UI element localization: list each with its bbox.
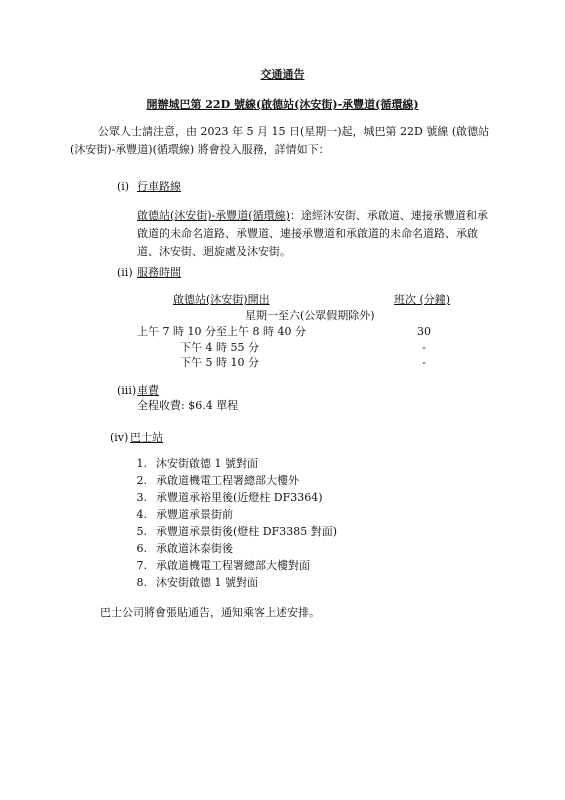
stop-name: 沐安街啟德 1 號對面	[156, 457, 258, 470]
hours-row-time: 上午 7 時 10 分至上午 8 時 40 分	[137, 325, 306, 338]
stop-name: 承啟道機電工程署總部大樓對面	[156, 559, 310, 572]
stop-name: 沐安街啟德 1 號對面	[156, 576, 258, 589]
section-fare-number: (iii)	[117, 384, 137, 397]
hours-day-type: 星期一至六(公眾假期除外)	[245, 309, 375, 322]
closing-text: 巴士公司將會張貼通告，通知乘客上述安排。	[100, 606, 320, 619]
route-name: 啟德站(沐安街)-承豐道(循環線)	[137, 209, 290, 222]
route-description	[137, 207, 497, 261]
section-stops-heading: 巴士站	[130, 431, 163, 444]
stop-number: 2.	[136, 474, 147, 487]
section-fare-heading: 車費	[137, 384, 159, 397]
section-stops-number: (iv)	[110, 431, 129, 444]
stop-name: 承豐道承裕里後(近燈柱 DF3364)	[156, 491, 323, 504]
notice-subtitle: 開辦城巴第 22D 號線(啟德站(沐安街)-承豐道(循環線)	[146, 98, 419, 111]
route-description-text: ：途經沐安街、承啟道、連接承豐道和承啟道的未命名道路、承豐道、連接承豐道和承啟道的未命名道路、承啟道、沐安街、迴旋處及沐安街。	[137, 209, 488, 258]
stop-number: 7.	[136, 559, 147, 572]
stop-number: 8.	[136, 576, 147, 589]
section-route-number: (i)	[117, 180, 130, 193]
hours-row-frequency: 30	[417, 325, 431, 338]
stop-number: 6.	[136, 542, 147, 555]
hours-departure-header: 啟德站(沐安街)開出	[173, 293, 270, 306]
section-hours-heading: 服務時間	[137, 266, 181, 279]
section-hours-number: (ii)	[117, 266, 133, 279]
fare-text: 全程收費: $6.4 單程	[137, 399, 239, 412]
hours-row-time: 下午 5 時 10 分	[180, 356, 259, 369]
notice-title: 交通通告	[260, 68, 305, 81]
stop-number: 3.	[136, 491, 147, 504]
stop-name: 承豐道承景街後(燈柱 DF3385 對面)	[156, 525, 338, 538]
stop-number: 1.	[136, 457, 147, 470]
stop-name: 承豐道承景街前	[156, 508, 233, 521]
hours-row-time: 下午 4 時 55 分	[180, 341, 259, 354]
stop-number: 4.	[136, 508, 147, 521]
intro-paragraph: 公眾人士請注意，由 2023 年 5 月 15 日(星期一)起，城巴第 22D 號線 (啟德站(沐安街)-承豐道)(循環線) 將會投入服務，詳情如下：	[70, 125, 490, 156]
stop-number: 5.	[136, 525, 147, 538]
section-route-heading: 行車路線	[137, 180, 181, 193]
hours-row-frequency: -	[422, 356, 426, 369]
stop-name: 承啟道機電工程署總部大樓外	[156, 474, 299, 487]
hours-frequency-header: 班次 (分鐘)	[394, 293, 451, 306]
hours-row-frequency: -	[422, 341, 426, 354]
stop-name: 承啟道沐泰街後	[156, 542, 233, 555]
